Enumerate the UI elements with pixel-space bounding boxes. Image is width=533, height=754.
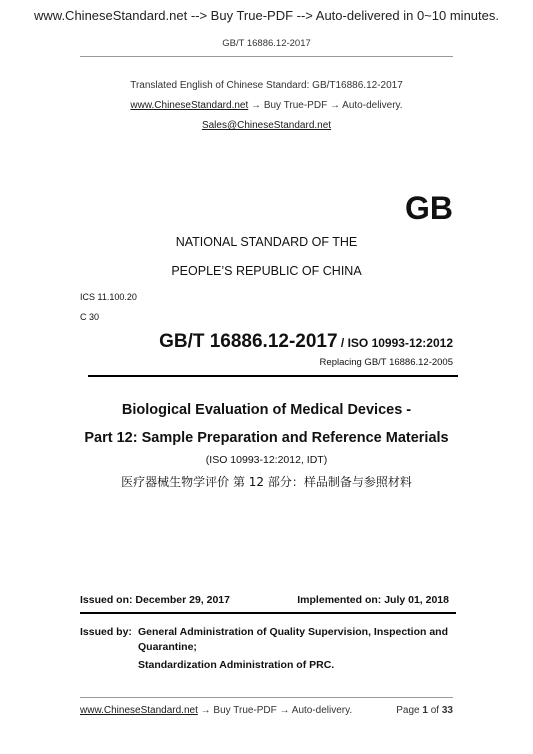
email-row [0,120,533,131]
dates-divider [80,612,456,614]
chinese-title: 医疗器械生物学评价 第 12 部分：样品制备与参照材料 [121,475,412,489]
ics-code: ICS 11.100.20 [80,292,137,302]
issued-by-label: Issued by: [80,626,132,638]
email-link[interactable]: Sales@ChineseStandard.net [201,120,332,131]
issuer-1-cont: Quarantine; [138,641,197,653]
ccs-code: C 30 [80,312,100,322]
header-divider [80,56,453,57]
footer-site-link[interactable]: www.ChineseStandard.net [80,705,198,716]
page-label: Page [396,705,420,716]
page-indicator [396,705,453,716]
issued-on: Issued on: December 29, 2017 [80,594,230,606]
footer-divider [80,697,453,698]
buy-note: → Buy True-PDF → Auto-delivery. [248,100,403,111]
translation-note: Translated English of Chinese Standard: GB/T16886.12-2017 [130,80,403,91]
header-code: GB/T 16886.12-2017 [222,38,311,49]
replacing-note: Replacing GB/T 16886.12-2005 [319,357,453,368]
issuer-1: General Administration of Quality Supervision, Inspection and [138,626,448,638]
page-total: 33 [441,705,453,716]
site-link[interactable]: www.ChineseStandard.net [130,100,249,111]
national-title-1: NATIONAL STANDARD OF THE [175,235,358,249]
document-title-1: Biological Evaluation of Medical Devices - [121,402,412,418]
of-label: of [430,705,440,716]
standard-number [159,331,453,353]
iso-idt: (ISO 10993-12:2012, IDT) [205,454,328,466]
footer-buy-note: → Buy True-PDF → Auto-delivery. [197,705,353,716]
issuer-2: Standardization Administration of PRC. [138,659,335,671]
implemented-on: Implemented on: July 01, 2018 [297,594,449,606]
top-banner[interactable]: www.ChineseStandard.net --> Buy True-PDF --> Auto-delivered in 0~10 minutes. [34,8,499,23]
document-title-2: Part 12: Sample Preparation and Reference Materials [84,430,449,446]
gb-logo: GB [405,190,453,226]
title-divider [88,375,458,377]
translation-links [0,100,533,111]
gb-number: GB/T 16886.12-2017 [159,331,338,352]
national-title-2: PEOPLE’S REPUBLIC OF CHINA [171,264,362,278]
page-number: 1 [422,705,428,716]
footer-links [80,705,352,716]
iso-number: / ISO 10993-12:2012 [337,336,453,350]
